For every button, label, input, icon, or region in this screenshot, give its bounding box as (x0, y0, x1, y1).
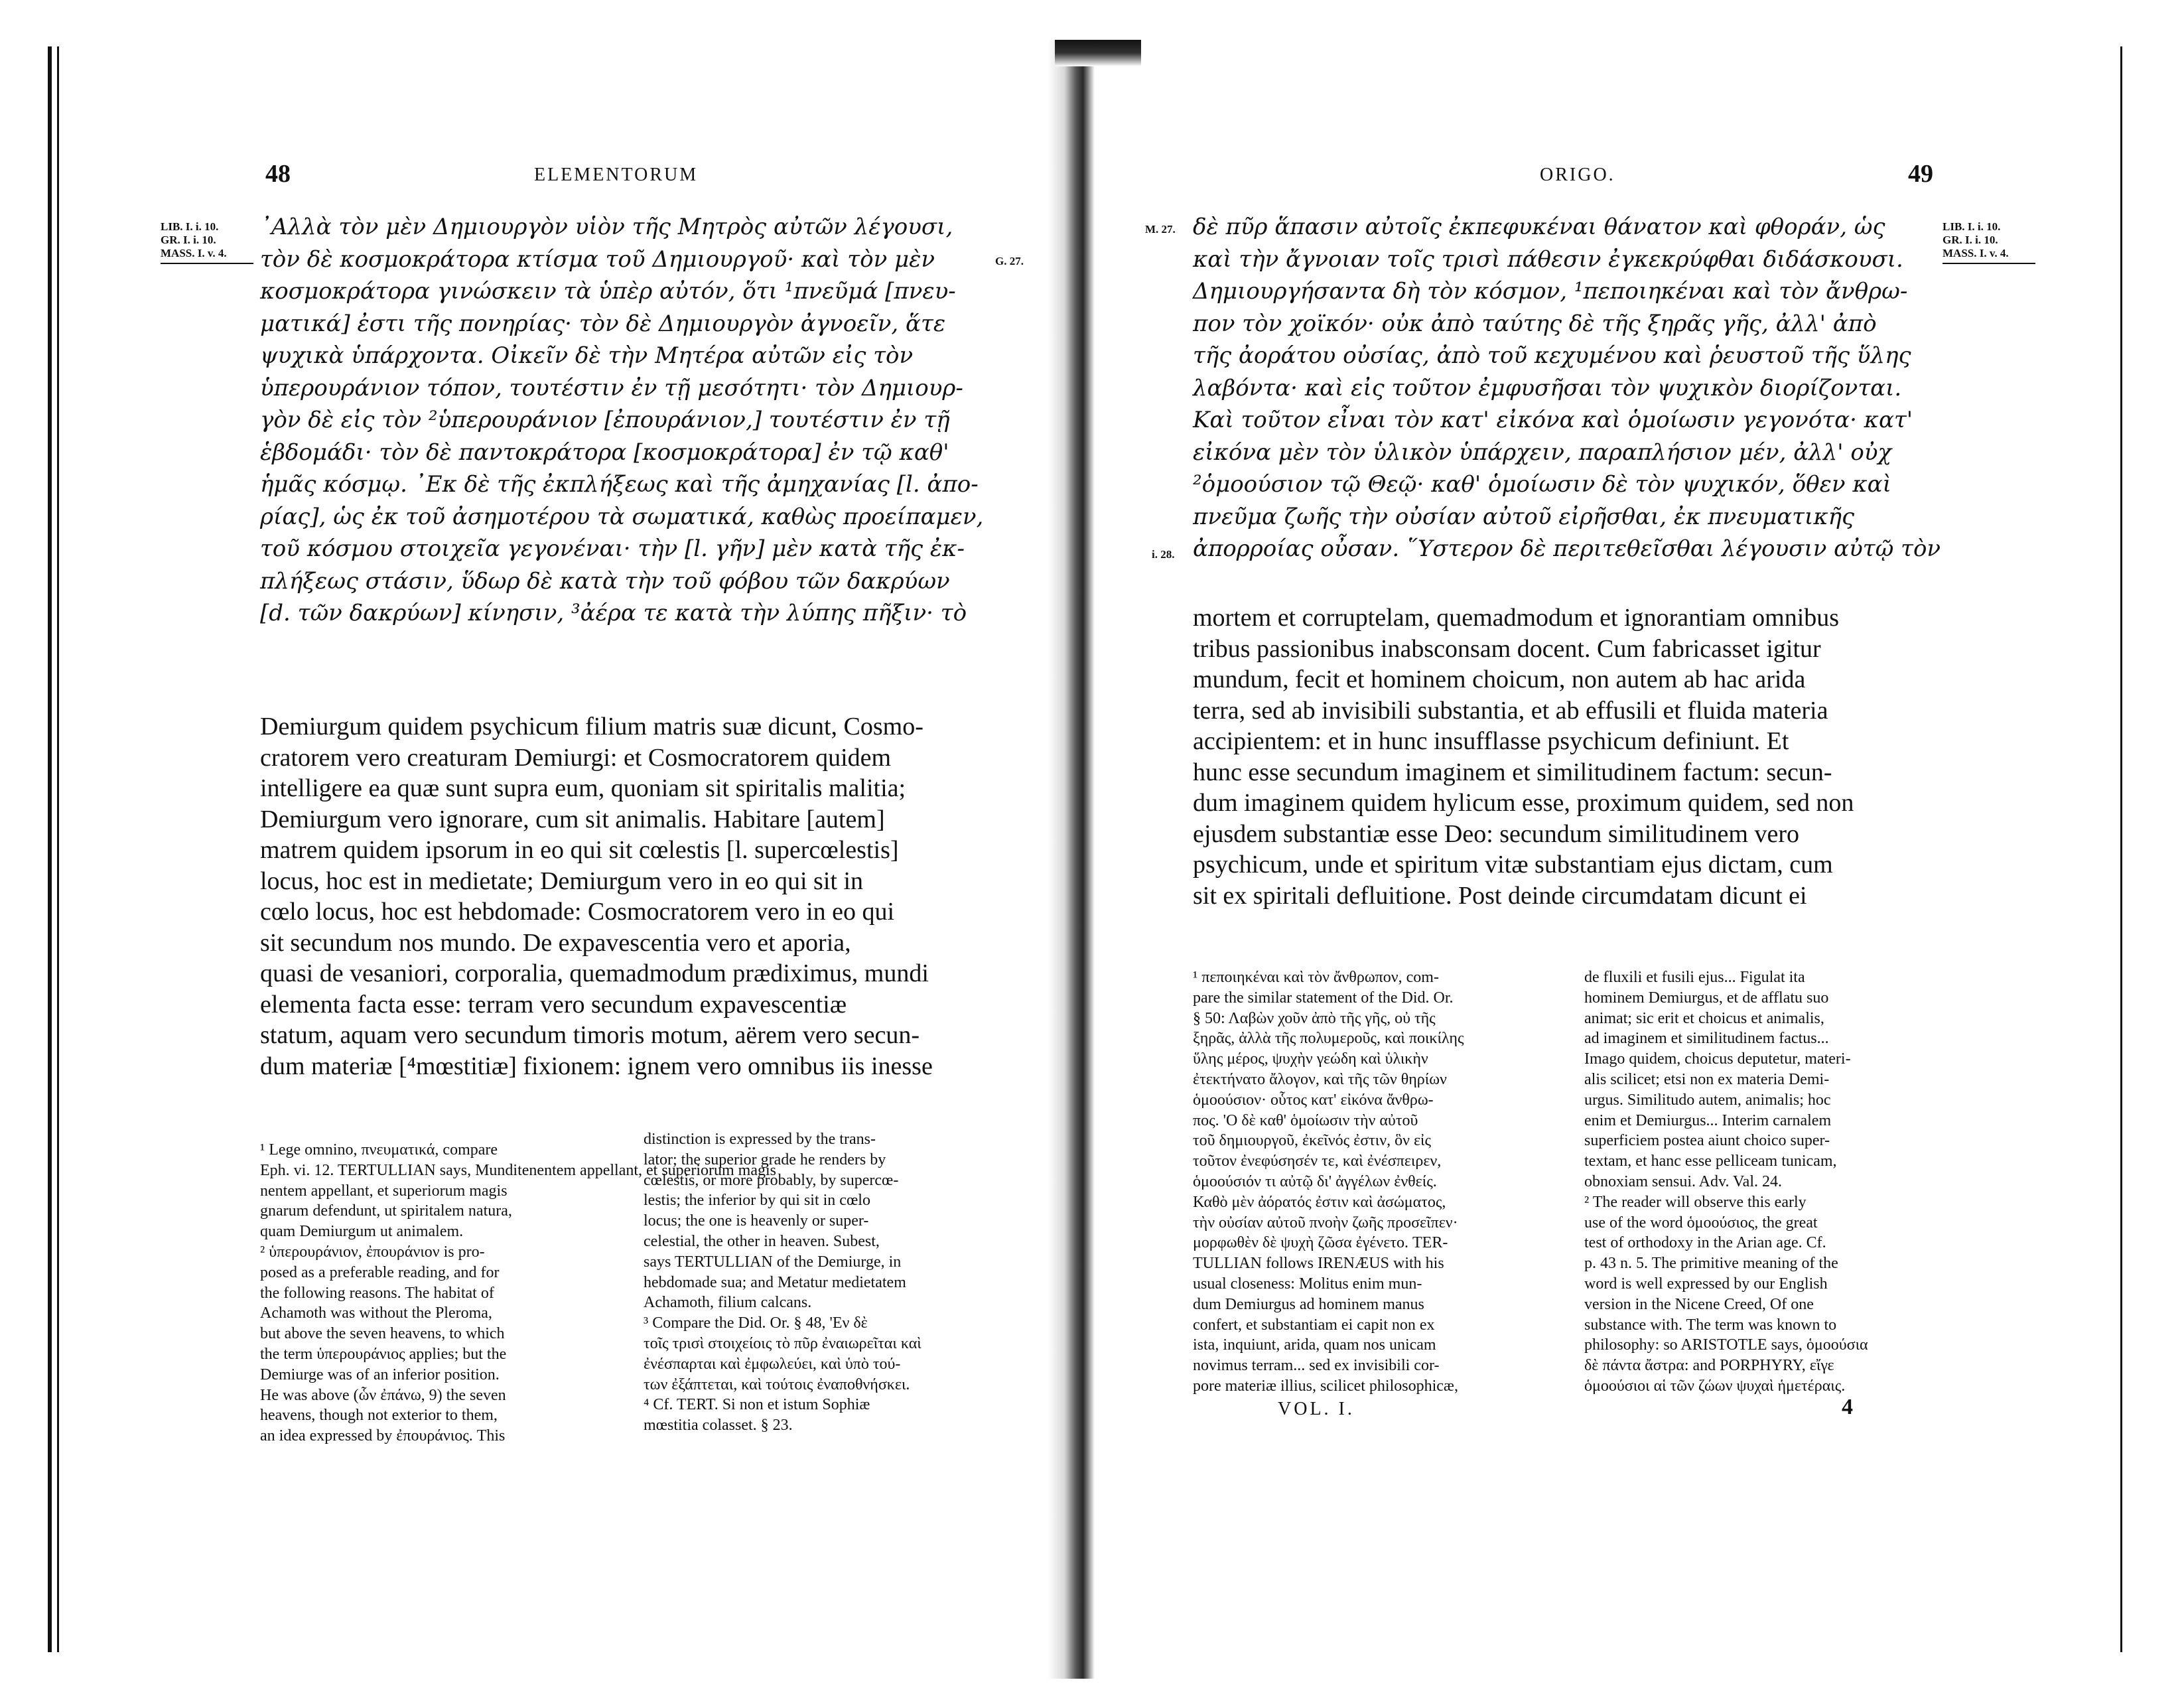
greek-text: ᾿Αλλὰ τὸν μὲν Δημιουργὸν υἱὸν τῆς Μητρὸς αὐτῶν λέγουσι, τὸν δὲ κοσμοκράτορα κτίσμα τοῦ Δημιουργοῦ· καὶ τὸν μὲν κοσμοκράτορα γινώσκειν τὰ ὑπὲρ αὐτόν, ὅτι ¹πνεῦμά [πνευ- ματικά] ἐστι τῆς πονηρίας· τὸν δὲ Δημιουργὸν ἀγνοεῖν, ἅτε ψυχικὰ ὑπάρχοντα. Οἰκεῖν δὲ τὴν Μητέρα αὐτῶν εἰς τὸν ὑπερουράνιον τόπον, τουτέστιν ἐν τῇ μεσότητι· τὸν Δημιουρ- γὸν δὲ εἰς τὸν ²ὑπερουράνιον [ἐπουράνιον,] τουτέστιν ἐν τῇ ἑβδομάδι· τὸν δὲ παντοκράτορα [κοσμοκράτορα] ἐν τῷ καθ' ἡμᾶς κόσμῳ. ᾿Εκ δὲ τῆς ἐκπλήξεως καὶ τῆς ἀμηχανίας [l. ἀπο- ρίας], ὡς ἐκ τοῦ ἀσημοτέρου τὰ σωματικά, καθὼς προείπαμεν, τοῦ κόσμου στοιχεῖα γεγονέναι· τὴν [l. γῆν] μὲν κατὰ τῆς ἐκ- πλήξεως στάσιν, ὕδωρ δὲ κατὰ τὴν τοῦ φόβου τῶν δακρύων [d. τῶν δακρύων] κίνησιν, ³ἀέρα τε κατὰ τὴν λύπης πῆξιν· τὸ (260, 214, 984, 626)
footnotes-column-1: ¹ Lege omnino, πνευματικά, compare Eph. vi. 12. TERTULLIAN says, Munditenentem appellant, et superiorum magis nentem appellant, et superiorum magis gnarum defendunt, ut spiritalem natura, quam Demiurgum ut animalem. ² ὑπερουράνιον, ἐπουράνιον is pro- posed as a preferable reading, and for the following reasons. The habitat of Achamoth was without the Pleroma, but above the seven heavens, to which the term ὑπερουράνιος applies; but the Demiurge was of an inferior position. He was above (ὧν ἐπάνω, 9) the seven heavens, though not exterior to them, an idea expressed by ἐπουράνιος. This (260, 1141, 776, 1445)
latin-text: mortem et corruptelam, quemadmodum et ignorantiam omnibus tribus passionibus inabsconsam docent. Cum fabricasset igitur mundum, fecit et hominem choicum, non autem ab hac arida terra, sed ab invisibili substantia, et ab effusili et fluida materia accipientem: et in hunc insufflasse psychicum definiunt. Et hunc esse secundum imaginem et similitudinem factum: secun- dum imaginem quidem hylicum esse, proximum quidem, sed non ejusdem substantiæ esse Deo: secundum similitudinem vero psychicum, unde et spiritum vitæ substantiam ejus dictam, cum sit ex spiritali defluitione. Post deinde circumdatam dicunt ei (1193, 604, 1854, 910)
greek-text: δὲ πῦρ ἅπασιν αὐτοῖς ἐκπεφυκέναι θάνατον καὶ φθοράν, ὡς καὶ τὴν ἄγνοιαν τοῖς τρισὶ πάθεσιν ἐγκεκρύφθαι διδάσκουσι. Δημιουργήσαντα δὴ τὸν κόσμον, ¹πεποιηκέναι καὶ τὸν ἄνθρω- πον τὸν χοϊκόν· οὐκ ἀπὸ ταύτης δὲ τῆς ξηρᾶς γῆς, ἀλλ' ἀπὸ τῆς ἀοράτου οὐσίας, ἀπὸ τοῦ κεχυμένου καὶ ῥευστοῦ τῆς ὕλης λαβόντα· καὶ εἰς τοῦτον ἐμφυσῆσαι τὸν ψυχικὸν διορίζονται. Καὶ τοῦτον εἶναι τὸν κατ' εἰκόνα καὶ ὁμοίωσιν γεγονότα· κατ' εἰκόνα μὲν τὸν ὑλικὸν ὑπάρχειν, παραπλήσιον μέν, ἀλλ' οὐχ ²ὁμοούσιον τῷ Θεῷ· καθ' ὁμοίωσιν δὲ τὸν ψυχικόν, ὅθεν καὶ πνεῦμα ζωῆς τὴν οὐσίαν αὐτοῦ εἰρῆσθαι, ἐκ πνευματικῆς ἀπορροίας οὖσαν. ῞Υστερον δὲ περιτεθεῖσθαι λέγουσιν αὐτῷ τὸν (1193, 214, 1941, 562)
running-head: ELEMENTORUM (534, 165, 699, 185)
margin-reference-top: M. 27. (1145, 223, 1176, 236)
latin-text: Demiurgum quidem psychicum filium matris suæ dicunt, Cosmo- cratorem vero creaturam Demiurgi: et Cosmocratorem quidem intelligere ea quæ sunt supra eum, quoniam sit spiritalis malitia; Demiurgum vero ignorare, cum sit animalis. Habitare [autem] matrem quidem ipsorum in eo qui sit cœlestis [l. supercœlestis] locus, hoc est in medietate; Demiurgum vero in eo qui sit in cœlo locus, hoc est hebdomade: Cosmocratorem vero in eo qui sit secundum nos mundo. De expavescentia vero et aporia, quasi de vesaniori, corporalia, quemadmodum prædiximus, mundi elementa facta esse: terram vero secundum expavescentiæ statum, aquam vero secundum timoris motum, aërem vero secun- dum materiæ [⁴mœstitiæ] fixionem: ignem vero omnibus iis inesse (260, 713, 933, 1080)
footnotes-column-2: distinction is expressed by the trans- lator; the superior grade he renders by cœlestis, or more probably, by supercœ- lestis; the inferior by qui sit in cœlo locus; the one is heavenly or super- celestial, the other in heaven. Subest, says TERTULLIAN of the Demiurge, in hebdomade sua; and Metatur medietatem Achamoth, filium calcans. ³ Compare the Did. Or. § 48, 'Εν δὲ τοῖς τρισὶ στοιχείοις τὸ πῦρ ἐναιωρεῖται καὶ ἐνέσπαρται καὶ ἐμφωλεύει, καὶ ὑπὸ τού- των ἐξάπτεται, καὶ τούτοις ἐναποθνήσκει. ⁴ Cf. TERT. Si non et istum Sophiæ mœstitia colasset. § 23. (644, 1131, 921, 1435)
margin-reference: G. 27. (995, 255, 1024, 267)
footnotes-column-1: ¹ πεποιηκέναι καὶ τὸν ἄνθρωπον, com- pare the similar statement of the Did. Or. § 50: Λαβὼν χοῦν ἀπὸ τῆς γῆς, οὐ τῆς ξηρᾶς, ἀλλὰ τῆς πολυμεροῦς, καὶ ποικίλης ὕλης μέρος, ψυχὴν γεώδη καὶ ὑλικὴν ἐτεκτήνατο ἄλογον, καὶ τῆς τῶν θηρίων ὁμοούσιον· οὗτος κατ' εἰκόνα ἄνθρω- πος. 'Ο δὲ καθ' ὁμοίωσιν τὴν αὐτοῦ τοῦ δημιουργοῦ, ἐκεῖνός ἐστιν, ὃν εἰς τοῦτον ἐνεφύσησέν τε, καὶ ἐνέσπειρεν, ὁμοούσιόν τι αὐτῷ δι' ἀγγέλων ἐνθείς. Καθὸ μὲν ἀόρατός ἐστιν καὶ ἀσώματος, τὴν οὐσίαν αὐτοῦ πνοὴν ζωῆς προσεῖπεν· μορφωθὲν δὲ ψυχὴ ζῶσα ἐγένετο. TER- TULLIAN follows IRENÆUS with his usual closeness: Molitus enim mun- dum Demiurgus ad hominem manus confert, et substantiam ei capit non ex ista, inquiunt, arida, quam nos unicam novimus terram... sed ex invisibili cor- pore materiæ illius, scilicet philosophicæ, (1193, 969, 1464, 1395)
signature-mark: VOL. I. (1278, 1399, 1355, 1419)
side-note-rule (1943, 263, 2035, 264)
footnotes-column-2: de fluxili et fusili ejus... Figulat ita hominem Demiurgus, et de afflatu suo animat; sic erit et choicus et animalis, ad imaginem et similitudinem factus... Imago quidem, choicus deputetur, materi- alis scilicet; etsi non ex materia Demi- urgus. Similitudo autem, animalis; hoc enim et Demiurgus... Interim carnalem superficiem postea aiunt choico super- textam, et hanc esse pelliceam tunicam, obnoxiam sensui. Adv. Val. 24. ² The reader will observe this early use of the word ὁμοούσιος, the great test of orthodoxy in the Arian age. Cf. p. 43 n. 5. The primitive meaning of the word is well expressed by our English version in the Nicene Creed, Of one substance with. The term was known to philosophy: so ARISTOTLE says, ὁμοούσια δὲ πάντα ἄστρα: and PORPHYRY, εἴγε ὁμοούσιοι αἱ τῶν ζώων ψυχαὶ ἡμετέραις. (1584, 969, 1868, 1395)
signature-number: 4 (1842, 1395, 1853, 1419)
running-head: ORIGO. (1540, 165, 1615, 185)
side-note-rule (161, 263, 253, 264)
side-note: LIB. I. i. 10. GR. I. i. 10. MASS. I. v. 4. (1943, 220, 2009, 259)
margin-reference-bottom: i. 28. (1152, 548, 1175, 561)
page-number: 49 (1908, 160, 1933, 188)
page-number: 48 (265, 160, 291, 188)
side-note: LIB. I. i. 10. GR. I. i. 10. MASS. I. v. 4. (161, 220, 227, 259)
right-page (1092, 0, 2184, 1688)
